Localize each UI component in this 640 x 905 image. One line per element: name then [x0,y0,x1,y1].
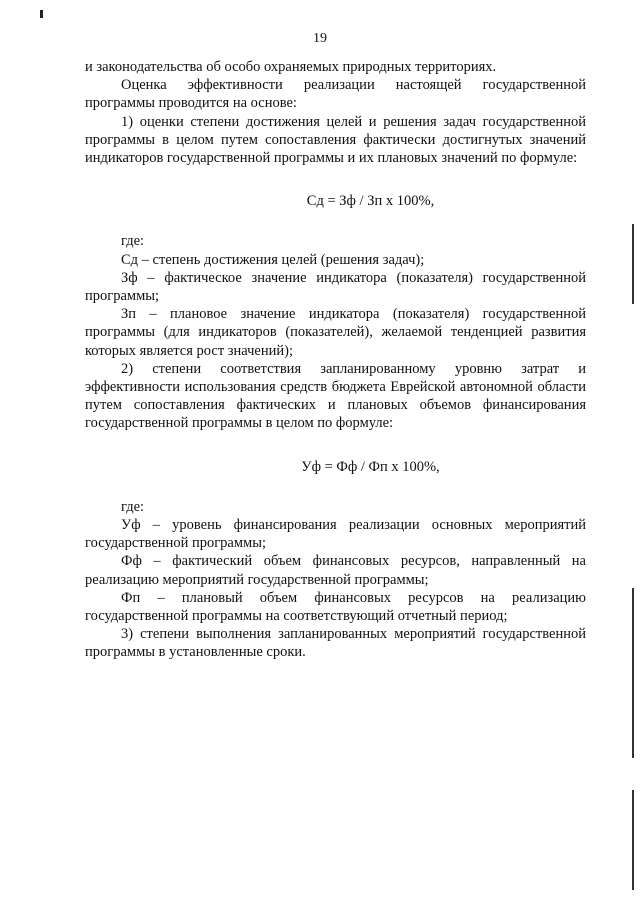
scan-edge-line [632,790,634,890]
paragraph: 2) степени соответствия запланированному уровню затрат и эффективности использования средств бюджета Еврейской автономной области путем сопоставления фактических и плановых объемов финансирования государственной программы в целом по формуле: [85,360,586,432]
page-number: 19 [313,31,327,46]
definition: Уф – уровень финансирования реализации основных мероприятий государственной программы; [85,517,586,552]
definition: Фф – фактический объем финансовых ресурсов, направленный на реализацию мероприятий государственной программы; [85,553,586,588]
definition: Зф – фактическое значение индикатора (показателя) государственной программы; [85,269,586,305]
paragraph: Оценка эффективности реализации настоящей государственной программы проводится на основе: [85,77,586,112]
definition: Зп – плановое значение индикатора (показателя) государственной программы (для индикаторов (показателей), желаемой тенденцией развития которых является рост значений); [85,306,586,359]
where-label: где: [121,233,145,250]
scan-edge-line [632,588,634,758]
paragraph: и законодательства об особо охраняемых природных территориях. [85,59,497,75]
definition: Сд – степень достижения целей (решения задач); [121,251,425,268]
scan-artifact [40,10,43,18]
paragraph: 3) степени выполнения запланированных мероприятий государственной программы в установленные сроки. [85,626,586,661]
formula: Сд = Зф / Зп х 100%, [306,193,435,210]
formula: Уф = Фф / Фп х 100%, [301,458,440,475]
paragraph: 1) оценки степени достижения целей и решения задач государственной программы в целом путем сопоставления фактически достигнутых значений индикаторов государственной программы и их плановых значений по формуле: [85,113,586,167]
definition: Фп – плановый объем финансовых ресурсов на реализацию государственной программы на соответствующий отчетный период; [85,589,586,625]
scan-edge-line [632,224,634,304]
where-label: где: [121,498,145,515]
document-body [85,58,586,662]
